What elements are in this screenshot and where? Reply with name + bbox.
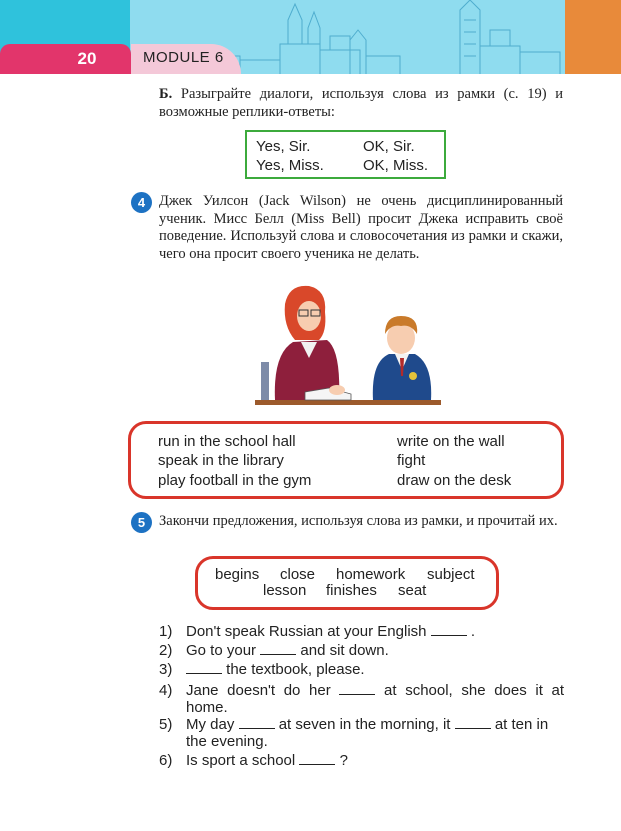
word-close: close bbox=[280, 566, 316, 583]
word-begins: begins bbox=[215, 566, 260, 583]
page-number: 20 bbox=[77, 49, 97, 68]
response-yes-sir: Yes, Sir. bbox=[256, 138, 311, 155]
sentence-1 bbox=[186, 623, 564, 640]
header-orange-band bbox=[565, 0, 621, 74]
sentence-5-number: 5) bbox=[159, 716, 173, 733]
exercise-4-text: Джек Уилсон (Jack Wilson) не очень дисциплинированный ученик. Мисс Белл (Miss Bell) просит Джека исправить своё поведение. Используй слова и словосочетания из рамки и скажи, чего она просит своего ученика не делать. bbox=[159, 193, 563, 262]
sentence-3-number: 3) bbox=[159, 661, 173, 678]
response-ok-miss: OK, Miss. bbox=[363, 157, 429, 174]
sentence-5-part-c: at ten in the evening. bbox=[186, 716, 549, 750]
phrase-draw-on-the-desk: draw on the desk bbox=[397, 472, 512, 489]
sentence-2-blank[interactable] bbox=[260, 642, 296, 655]
sentence-4-number: 4) bbox=[159, 682, 173, 699]
phrase-fight: fight bbox=[397, 452, 426, 469]
sentence-1-part-b: . bbox=[470, 623, 476, 640]
word-lesson: lesson bbox=[263, 582, 307, 599]
sentence-4-part-a: Jane doesn't do her bbox=[186, 682, 331, 699]
response-ok-sir: OK, Sir. bbox=[363, 138, 415, 155]
sentence-5-part-b: at seven in the morning, it bbox=[278, 716, 451, 733]
sentence-1-part-a: Don't speak Russian at your English bbox=[186, 623, 427, 640]
word-seat: seat bbox=[398, 582, 427, 599]
part-b-label: Б. bbox=[159, 86, 173, 102]
exercise-4-number: 4 bbox=[131, 192, 152, 213]
sentence-5-blank-1[interactable] bbox=[239, 716, 275, 729]
sentence-2-number: 2) bbox=[159, 642, 173, 659]
sentence-4-blank[interactable] bbox=[339, 682, 375, 695]
sentence-2-part-b: and sit down. bbox=[300, 642, 389, 659]
sentence-1-number: 1) bbox=[159, 623, 173, 640]
sentence-6-part-b: ? bbox=[339, 752, 348, 769]
word-subject: subject bbox=[427, 566, 475, 583]
sentence-6-part-a: Is sport a school bbox=[186, 752, 296, 769]
exercise-5-number: 5 bbox=[131, 512, 152, 533]
word-homework: homework bbox=[336, 566, 406, 583]
sentence-4 bbox=[186, 682, 564, 716]
response-yes-miss: Yes, Miss. bbox=[256, 157, 324, 174]
module-label: MODULE 6 bbox=[143, 49, 224, 66]
sentence-3-blank[interactable] bbox=[186, 661, 222, 674]
part-b-instruction bbox=[159, 86, 563, 121]
sentence-6-number: 6) bbox=[159, 752, 173, 769]
phrase-write-on-the-wall: write on the wall bbox=[397, 433, 505, 450]
phrase-run-in-the-school-hall: run in the school hall bbox=[158, 433, 296, 450]
sentence-5-part-a: My day bbox=[186, 716, 235, 733]
sentence-4-part-b: at school, she does it at home. bbox=[186, 682, 565, 716]
page-header bbox=[0, 0, 621, 74]
sentence-3 bbox=[186, 661, 564, 678]
sentence-6 bbox=[186, 752, 564, 769]
sentence-6-blank[interactable] bbox=[299, 752, 335, 765]
phrase-play-football-in-the-gym: play football in the gym bbox=[158, 472, 312, 489]
sentence-3-part-b: the textbook, please. bbox=[226, 661, 365, 678]
word-finishes: finishes bbox=[326, 582, 377, 599]
sentence-2 bbox=[186, 642, 564, 659]
sentence-5 bbox=[186, 716, 564, 750]
teacher-and-pupil-illustration bbox=[255, 284, 441, 408]
part-b-text: Разыграйте диалоги, используя слова из рамки (с. 19) и возможные реплики-ответы: bbox=[159, 86, 563, 120]
sentence-1-blank[interactable] bbox=[431, 623, 467, 636]
phrase-speak-in-the-library: speak in the library bbox=[158, 452, 284, 469]
sentence-5-blank-2[interactable] bbox=[455, 716, 491, 729]
sentence-2-part-a: Go to your bbox=[186, 642, 257, 659]
exercise-5-text: Закончи предложения, используя слова из рамки, и прочитай их. bbox=[159, 513, 558, 529]
